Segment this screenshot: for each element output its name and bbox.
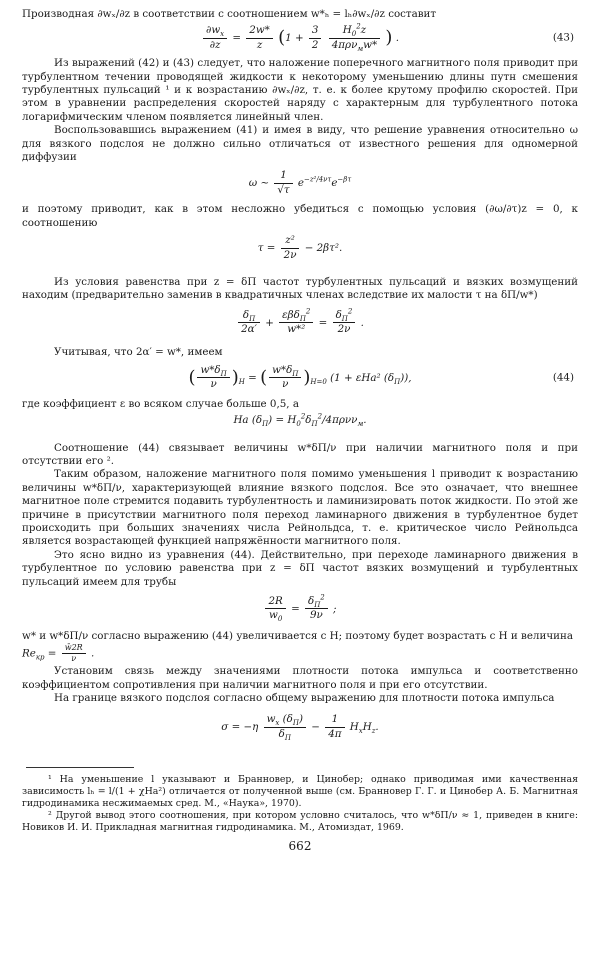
footnote-1: ¹ На уменьшение l указывают и Бранновер, и Цинобер; однако приводимая ими качественная зависимость lₕ = l/(1 + χHa²) отличается от полученной выше (см. Бранновер Г. Г. и Цинобер А. Б. Магнитная гидродинамика несжимаемых сред. М., «Наука», 1970). [22,774,578,810]
paragraph: где коэффициент ε во всяком случае больше 0,5, а [22,397,299,410]
footnotes [22,774,578,834]
paragraph: Из выражений (42) и (43) следует, что наложение поперечного магнитного поля приводит при турбулентном течении проводящей жидкости к некоторому уменьшению длины путн смешения турбулентных пульсаций ¹ и к возрастанию ∂wₓ/∂z, т. е. к более крутому профилю скоростей. При этом в уравнении распределения скоростей наряду с характерным для турбулентного потока логарифмическим членом появляется линейный член. [22,57,578,123]
footnote-divider [26,767,134,768]
paragraph: Таким образом, наложение магнитного поля помимо уменьшения l приводит к возрастанию величины w*δП/ν, характеризующей влияние вязкого подслоя. Все это означает, что внешнее магнитное поле стремится подавить турбулентность и ламинизировать поток жидкости. По этой же причине в присутствии магнитного поля переход ламинарного движения в турбулентное будет происходить при больших значениях числа Рейнольдса, т. е. критическое число Рейнольдса является возрастающей функцией напряжённости магнитного поля. [22,468,578,548]
footnote-2: ² Другой вывод этого соотношения, при котором условно считалось, что w*δП/ν ≈ 1, приведен в книге: Новиков И. И. Прикладная магнитная гидродинамика. М., Атомиздат, 1969. [22,810,578,834]
equation-tau: τ = $\frac{\text{z²}}{2\nu}$ − 2βτ². [257,234,343,261]
equation-pipe: $\frac{2R}{w_0}$ = $\frac{\delta_П^2}{9\nu}$ ; [22,595,578,623]
equation-re-critical: $Re_{кр}$ = $\frac{w̄2R}{\nu}$ . [22,643,95,664]
paragraph: Установим связь между значениями плотности потока импульса и соответственно коэффициентом сопротивления при наличии магнитного поля и при его отсутствии. [22,665,578,691]
paragraph: Это ясно видно из уравнения (44). Действительно, при переходе ламинарного движения в турбулентное по условию равенства при z = δП частот вязких возмущений и турбулентных пульсаций имеем для трубы [22,548,578,588]
paragraph: w* и w*δП/ν согласно выражению (44) увеличивается с H; поэтому будет возрастать с H и величина [22,629,574,642]
paragraph: и поэтому приводит, как в этом несложно убедиться с помощью условия (∂ω/∂τ)ᴢ = 0, к соотношению [22,203,578,229]
paragraph: Учитывая, что 2α′ = w*, имеем [54,345,223,358]
equation-number: (43) [552,31,574,44]
book-page [22,8,578,854]
equation-diffusion: ω ∼ $\frac{1}{√\tau}$ $e^{-z^2/4\nu\tau}e^{-\beta\tau}$ [248,169,352,196]
paragraph: Соотношение (44) связывает величины w*δП/ν при наличии магнитного поля и при отсутствии его ². [22,441,578,467]
equation-momentum-flux: σ = −η $\frac{w_x (\delta_П)}{\delta_П}$ − $\frac{1}{4\pi}$ $H_xH_z$. [221,713,379,742]
equation-43: $\frac{\partial w_x}{\partial z}$ = $\frac{2w*}{z}$ (1 + $\frac{3}{2}$ $\frac{H_0^2z}{4\pi\rho\nu_мw*}$ ) . (43) [22,24,578,52]
paragraph: На границе вязкого подслоя согласно общему выражению для плотности потока импульса [54,692,555,705]
equation-frequencies: $\frac{\delta_П}{2\alpha'}$ + $\frac{\varepsilon\beta\delta_П^2}{\text{w*²}}$ = $\frac{\delta_П^2}{2\nu}$ . [22,309,578,337]
equation-44: ( $\frac{w*\delta_П}{\nu}$ )$_H$ = ( $\frac{w*\delta_П}{\nu}$ )$_{H=0}$ (1 + εHa² $(\delta_П)$), (44) [188,363,574,391]
paragraph: Производная ∂wₓ/∂z в соответствии с соотношением w*ₕ = lₕ∂wₓ/∂z составит [22,8,437,20]
equation-hartmann: Ha $(\delta_П) = H_0^2\delta_П^2/4\pi\rho\nu\nu_м$. [233,412,367,429]
page-number: 662 [288,839,312,854]
paragraph: Воспользовавшись выражением (41) и имея в виду, что решение уравнения относительно ω для вязкого подслоя не должно сильно отличаться от известного решения для одномерной диффузии [22,124,578,164]
equation-number: (44) [552,371,574,384]
paragraph: Из условия равенства при z = δП частот турбулентных пульсаций и вязких возмущений находим (предварительно заменив в квадратичных членах вследствие их малости τ на δП/w*) [22,275,578,302]
